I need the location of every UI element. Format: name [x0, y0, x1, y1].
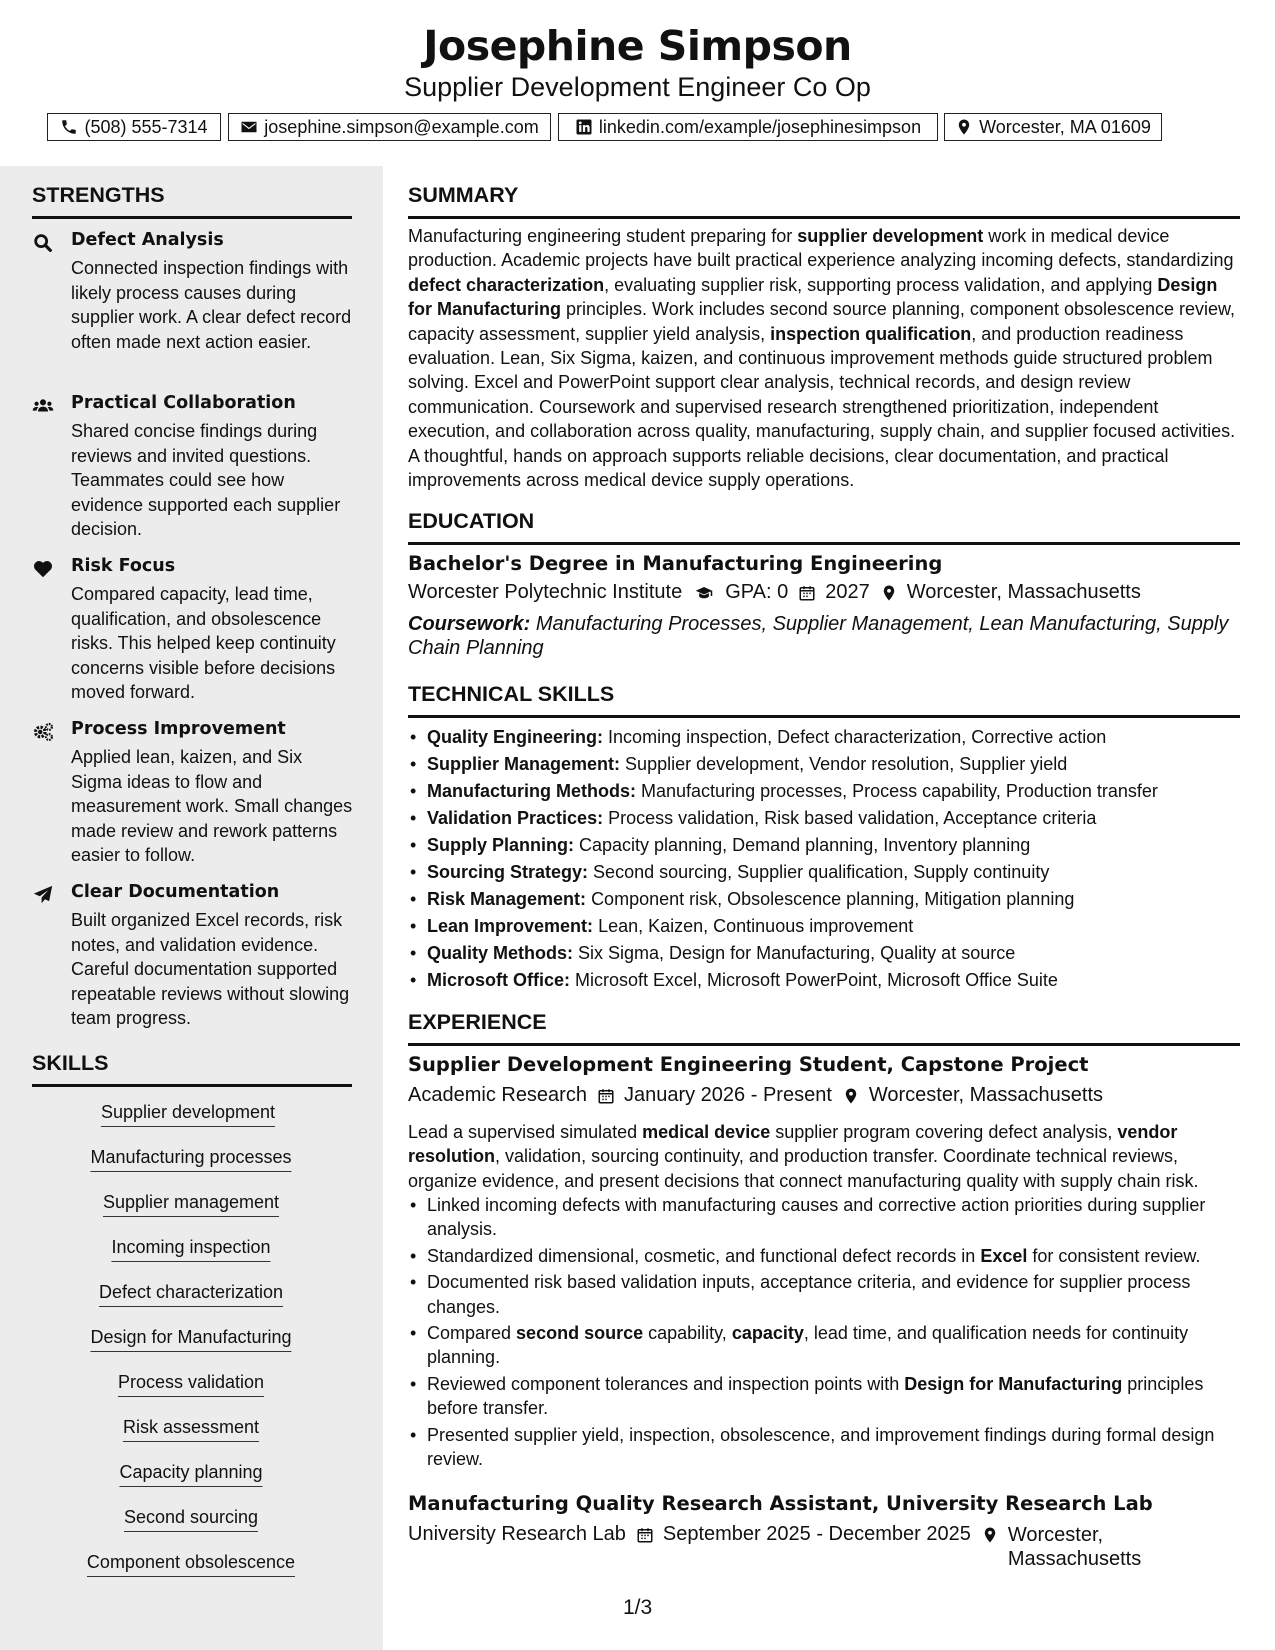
skill-values: Microsoft Excel, Microsoft PowerPoint, Microsoft Office Suite	[575, 970, 1058, 990]
contact-linkedin[interactable]	[558, 113, 938, 141]
job-bullet	[408, 1423, 1240, 1472]
technical-skill-item	[408, 752, 1240, 779]
emphasis-text: Design for Manufacturing	[408, 274, 1218, 320]
graduation-year: 2027	[825, 581, 870, 603]
technical-skill-item	[408, 887, 1240, 914]
strength-title: Defect Analysis	[71, 230, 224, 250]
contact-location-text: Worcester, MA 01609	[979, 116, 1151, 137]
skill-values: Supplier development, Vendor resolution, Supplier yield	[625, 754, 1068, 774]
skill-tag: Supplier management	[103, 1192, 279, 1217]
emphasis-text: inspection qualification	[770, 323, 972, 344]
skill-tag: Risk assessment	[123, 1417, 259, 1442]
skill-category: Lean Improvement:	[427, 916, 594, 936]
skill-tag: Supplier development	[101, 1102, 275, 1127]
text-run: work in medical device production. Academic projects have built practical experience analyzing incoming defects, standardizing	[408, 226, 1234, 271]
job-bullet	[408, 1321, 1240, 1370]
job-title: Manufacturing Quality Research Assistant, University Research Lab	[408, 1492, 1153, 1515]
strength-title: Risk Focus	[71, 556, 176, 576]
heart-icon	[32, 558, 54, 580]
skill-values: Incoming inspection, Defect characterization, Corrective action	[608, 727, 1107, 747]
text-run: supplier program covering defect analysis,	[770, 1122, 1118, 1142]
map-pin-icon	[981, 1526, 999, 1544]
skill-tag: Incoming inspection	[111, 1237, 270, 1262]
text-run: Lead a supervised simulated	[408, 1122, 643, 1142]
candidate-name: Josephine Simpson	[423, 22, 852, 70]
text-run: for consistent review.	[1027, 1245, 1201, 1266]
skill-category: Sourcing Strategy:	[427, 862, 589, 882]
school-name: Worcester Polytechnic Institute	[408, 581, 683, 603]
emphasis-text: medical device	[642, 1122, 771, 1142]
contact-email[interactable]	[228, 113, 551, 141]
contact-email-text: josephine.simpson@example.com	[264, 116, 539, 137]
map-pin-icon	[842, 1087, 860, 1105]
skill-values: Manufacturing processes, Process capability, Production transfer	[641, 781, 1158, 801]
strength-title: Clear Documentation	[71, 882, 280, 902]
text-run: principles. Work includes second source planning, component obsolescence review, capacity assessment, supplier yield analysis,	[408, 299, 1236, 344]
skill-tag: Process validation	[118, 1372, 264, 1397]
skill-tag: Second sourcing	[124, 1507, 258, 1532]
map-pin-icon	[880, 584, 898, 602]
technical-skill-item	[408, 833, 1240, 860]
school-location: Worcester, Massachusetts	[906, 581, 1141, 603]
technical-skill-item	[408, 941, 1240, 968]
text-run: Manufacturing engineering student preparing for	[408, 226, 798, 246]
coursework	[408, 612, 1240, 660]
education-meta	[408, 581, 1141, 604]
strength-description: Shared concise findings during reviews and invited questions. Teammates could see how evidence supported each supplier decision.	[71, 421, 341, 539]
text-run: , validation, sourcing continuity, and production transfer. Coordinate technical reviews, organize evidence, and present decisions that connect manufacturing quality with supply chain risk.	[408, 1146, 1199, 1191]
education-heading: EDUCATION	[408, 509, 1240, 545]
job-dates: January 2026 - Present	[623, 1084, 832, 1106]
job-organization: University Research Lab	[408, 1523, 626, 1545]
text-run: principles before transfer.	[427, 1373, 1204, 1419]
strengths-heading: STRENGTHS	[32, 183, 352, 219]
technical-skill-item	[408, 968, 1240, 995]
job-meta	[408, 1084, 1103, 1107]
page-number: 1/3	[623, 1596, 653, 1619]
skill-category: Quality Methods:	[427, 943, 574, 963]
job-dates: September 2025 - December 2025	[662, 1523, 971, 1545]
job-bullet	[408, 1244, 1240, 1268]
calendar-icon	[798, 584, 816, 602]
summary-text	[408, 224, 1240, 492]
technical-skill-item	[408, 860, 1240, 887]
text-run: Standardized dimensional, cosmetic, and functional defect records in	[427, 1245, 981, 1266]
technical-skills-list	[408, 725, 1240, 995]
emphasis-text: defect characterization	[408, 274, 605, 295]
technical-skills-heading: TECHNICAL SKILLS	[408, 682, 1240, 718]
job-bullet	[408, 1372, 1240, 1421]
skills-heading: SKILLS	[32, 1051, 352, 1087]
skill-category: Manufacturing Methods:	[427, 781, 636, 801]
emphasis-text: second source	[516, 1323, 644, 1344]
job-bullet	[408, 1193, 1240, 1242]
technical-skill-item	[408, 914, 1240, 941]
skill-category: Quality Engineering:	[427, 727, 604, 747]
text-run: Reviewed component tolerances and inspection points with	[427, 1373, 905, 1394]
candidate-title: Supplier Development Engineer Co Op	[404, 72, 871, 102]
gpa-value: GPA: 0	[725, 581, 789, 603]
linkedin-icon	[575, 118, 593, 136]
strength-description: Built organized Excel records, risk notes, and validation evidence. Careful documentation supported repeatable reviews without slowing team progress.	[71, 910, 350, 1028]
skill-values: Process validation, Risk based validation, Acceptance criteria	[608, 808, 1097, 828]
text-run: capability,	[643, 1323, 732, 1344]
skill-values: Lean, Kaizen, Continuous improvement	[598, 916, 914, 936]
contact-linkedin-text: linkedin.com/example/josephinesimpson	[598, 116, 922, 137]
skill-values: Capacity planning, Demand planning, Inventory planning	[579, 835, 1031, 855]
degree-title: Bachelor's Degree in Manufacturing Engineering	[408, 552, 943, 575]
paper-plane-icon	[32, 884, 54, 906]
skill-category: Supply Planning:	[427, 835, 574, 855]
skill-category: Microsoft Office:	[427, 970, 571, 990]
job-location: Worcester, Massachusetts	[1007, 1524, 1142, 1570]
strength-description: Connected inspection findings with likely process causes during supplier work. A clear defect record often made next action easier.	[71, 258, 352, 352]
contact-phone-text: (508) 555-7314	[84, 116, 208, 137]
text-run: , and production readiness evaluation. Lean, Six Sigma, kaizen, and continuous improvement methods guide structured problem solving. Excel and PowerPoint support clear analysis, technical records, and design review communication. Coursework and supervised research strengthened prioritization, independent execution, and collaboration across quality, manufacturing, supply chain, and supplier focused activities. A thoughtful, hands on approach supports reliable decisions, clear documentation, and practical improvements across medical device supply operations.	[408, 323, 1236, 491]
strength-title: Process Improvement	[71, 719, 286, 739]
technical-skill-item	[408, 725, 1240, 752]
skill-values: Six Sigma, Design for Manufacturing, Quality at source	[578, 943, 1016, 963]
contact-phone[interactable]	[47, 113, 221, 141]
users-icon	[32, 395, 54, 417]
job-location: Worcester, Massachusetts	[868, 1084, 1104, 1106]
gears-icon	[32, 721, 54, 743]
summary-heading: SUMMARY	[408, 183, 1240, 219]
coursework-label: Coursework:	[408, 613, 531, 635]
job-title: Supplier Development Engineering Student, Capstone Project	[408, 1053, 1089, 1076]
strength-description: Applied lean, kaizen, and Six Sigma ideas to flow and measurement work. Small changes made review and rework patterns easier to follow.	[71, 747, 353, 865]
job-meta	[408, 1523, 1148, 1571]
emphasis-text: vendor resolution	[408, 1122, 1178, 1167]
contact-location	[944, 113, 1162, 141]
map-pin-icon	[955, 118, 973, 136]
text-run: , lead time, and qualification needs for continuity planning.	[427, 1323, 1189, 1368]
text-run: Compared	[427, 1323, 517, 1344]
job-description	[408, 1120, 1240, 1193]
technical-skill-item	[408, 806, 1240, 833]
graduation-cap-icon	[692, 584, 716, 602]
skill-tag: Design for Manufacturing	[90, 1327, 291, 1352]
text-run: Presented supplier yield, inspection, obsolescence, and improvement findings during formal design review.	[427, 1424, 1215, 1470]
envelope-icon	[240, 118, 258, 136]
emphasis-text: Excel	[980, 1245, 1028, 1266]
job-bullets	[408, 1193, 1240, 1473]
strength-title: Practical Collaboration	[71, 393, 296, 413]
skill-tag: Component obsolescence	[87, 1552, 295, 1577]
experience-heading: EXPERIENCE	[408, 1010, 1240, 1046]
search-icon	[32, 232, 54, 254]
skill-values: Second sourcing, Supplier qualification, Supply continuity	[593, 862, 1050, 882]
emphasis-text: supplier development	[797, 226, 984, 246]
skill-tag: Defect characterization	[99, 1282, 283, 1307]
skill-category: Risk Management:	[427, 889, 587, 909]
skill-tag: Capacity planning	[119, 1462, 262, 1487]
coursework-list: Manufacturing Processes, Supplier Management, Lean Manufacturing, Supply Chain Planning	[408, 613, 1229, 659]
calendar-icon	[597, 1087, 615, 1105]
skill-category: Validation Practices:	[427, 808, 604, 828]
skill-category: Supplier Management:	[427, 754, 621, 774]
text-run: , evaluating supplier risk, supporting process validation, and applying	[604, 274, 1158, 295]
phone-icon	[60, 118, 78, 136]
job-bullet	[408, 1270, 1240, 1319]
job-organization: Academic Research	[408, 1084, 587, 1106]
text-run: Linked incoming defects with manufacturing causes and corrective action priorities during supplier analysis.	[427, 1195, 1206, 1240]
emphasis-text: Design for Manufacturing	[904, 1373, 1123, 1394]
skill-values: Component risk, Obsolescence planning, Mitigation planning	[591, 889, 1075, 909]
technical-skill-item	[408, 779, 1240, 806]
skill-tag: Manufacturing processes	[90, 1147, 291, 1172]
strength-description: Compared capacity, lead time, qualification, and obsolescence risks. This helped keep continuity concerns visible before decisions moved forward.	[71, 584, 336, 702]
calendar-icon	[636, 1526, 654, 1544]
emphasis-text: capacity	[731, 1323, 804, 1344]
text-run: Documented risk based validation inputs, acceptance criteria, and evidence for supplier process changes.	[427, 1272, 1191, 1317]
